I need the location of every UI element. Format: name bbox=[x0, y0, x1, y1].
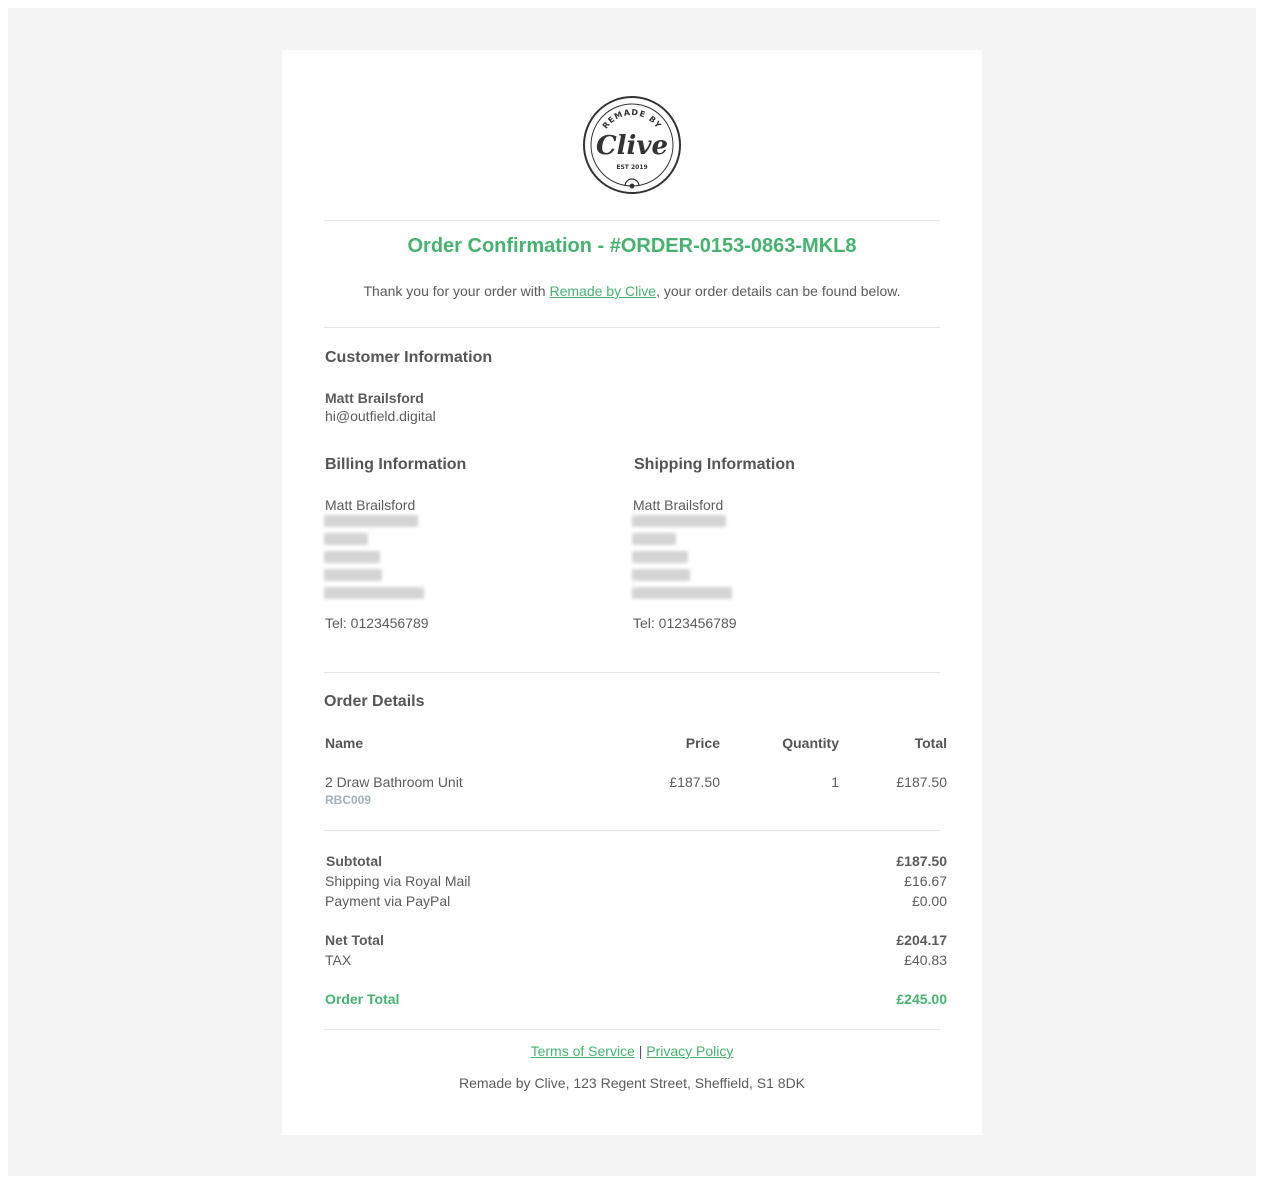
shipping-heading: Shipping Information bbox=[634, 456, 795, 473]
billing-address-redacted bbox=[324, 551, 380, 563]
brand-logo bbox=[582, 95, 682, 195]
billing-address-redacted bbox=[324, 515, 418, 527]
divider bbox=[324, 672, 940, 673]
page-title: Order Confirmation - #ORDER-0153-0863-MKL8 bbox=[407, 235, 857, 257]
shipping-address-redacted bbox=[632, 551, 688, 563]
shipping-address-redacted bbox=[632, 515, 726, 527]
billing-tel: Tel: 0123456789 bbox=[325, 615, 429, 631]
svg-text:REMADE BY bbox=[601, 108, 664, 131]
payment-method-label: Payment via PayPal bbox=[325, 893, 451, 909]
shipping-name: Matt Brailsford bbox=[633, 497, 724, 513]
divider bbox=[324, 327, 940, 328]
item-sku: RBC009 bbox=[325, 793, 372, 807]
divider bbox=[324, 830, 940, 831]
customer-heading: Customer Information bbox=[325, 349, 493, 366]
column-price-header: Price bbox=[685, 735, 720, 751]
column-quantity-header: Quantity bbox=[782, 735, 839, 751]
email-background bbox=[8, 8, 1256, 1176]
terms-link[interactable]: Terms of Service bbox=[530, 1043, 635, 1059]
logo-est-text: EST 2019 bbox=[616, 164, 648, 171]
column-name-header: Name bbox=[325, 735, 364, 751]
email-card bbox=[282, 50, 982, 1135]
brand-link[interactable]: Remade by Clive bbox=[549, 283, 657, 299]
subtotal-label: Subtotal bbox=[326, 853, 382, 869]
payment-method-value: £0.00 bbox=[911, 893, 947, 909]
footer-separator: | bbox=[638, 1043, 643, 1059]
intro-text bbox=[324, 283, 940, 299]
tax-label: TAX bbox=[325, 952, 352, 968]
item-total: £187.50 bbox=[896, 774, 947, 790]
footer-links bbox=[324, 1043, 940, 1059]
logo-script-text: Clive bbox=[595, 131, 669, 161]
column-total-header: Total bbox=[914, 735, 947, 751]
billing-address-redacted bbox=[324, 587, 424, 599]
logo-top-text: REMADE BY bbox=[600, 107, 664, 131]
shipping-tel: Tel: 0123456789 bbox=[633, 615, 737, 631]
footer-address: Remade by Clive, 123 Regent Street, Sheffield, S1 8DK bbox=[458, 1075, 806, 1091]
shipping-address-redacted bbox=[632, 569, 690, 581]
tax-value: £40.83 bbox=[904, 952, 947, 968]
order-total-label: Order Total bbox=[325, 991, 400, 1007]
customer-name: Matt Brailsford bbox=[325, 390, 424, 406]
divider bbox=[324, 1029, 940, 1030]
item-quantity: 1 bbox=[831, 774, 839, 790]
item-name: 2 Draw Bathroom Unit bbox=[325, 774, 463, 790]
net-total-value: £204.17 bbox=[896, 932, 947, 948]
net-total-label: Net Total bbox=[325, 932, 384, 948]
order-total-value: £245.00 bbox=[896, 991, 947, 1007]
intro-after: , your order details can be found below. bbox=[656, 283, 901, 299]
divider bbox=[324, 220, 940, 221]
shipping-method-value: £16.67 bbox=[904, 873, 947, 889]
shipping-address-redacted bbox=[632, 533, 676, 545]
item-price: £187.50 bbox=[669, 774, 720, 790]
subtotal-value: £187.50 bbox=[896, 853, 947, 869]
shipping-method-label: Shipping via Royal Mail bbox=[325, 873, 471, 889]
billing-name: Matt Brailsford bbox=[325, 497, 416, 513]
shipping-address-redacted bbox=[632, 587, 732, 599]
customer-email: hi@outfield.digital bbox=[325, 408, 436, 424]
billing-heading: Billing Information bbox=[325, 456, 467, 473]
order-heading: Order Details bbox=[324, 693, 425, 710]
intro-before: Thank you for your order with bbox=[363, 283, 550, 299]
billing-address-redacted bbox=[324, 569, 382, 581]
privacy-link[interactable]: Privacy Policy bbox=[646, 1043, 734, 1059]
billing-address-redacted bbox=[324, 533, 368, 545]
